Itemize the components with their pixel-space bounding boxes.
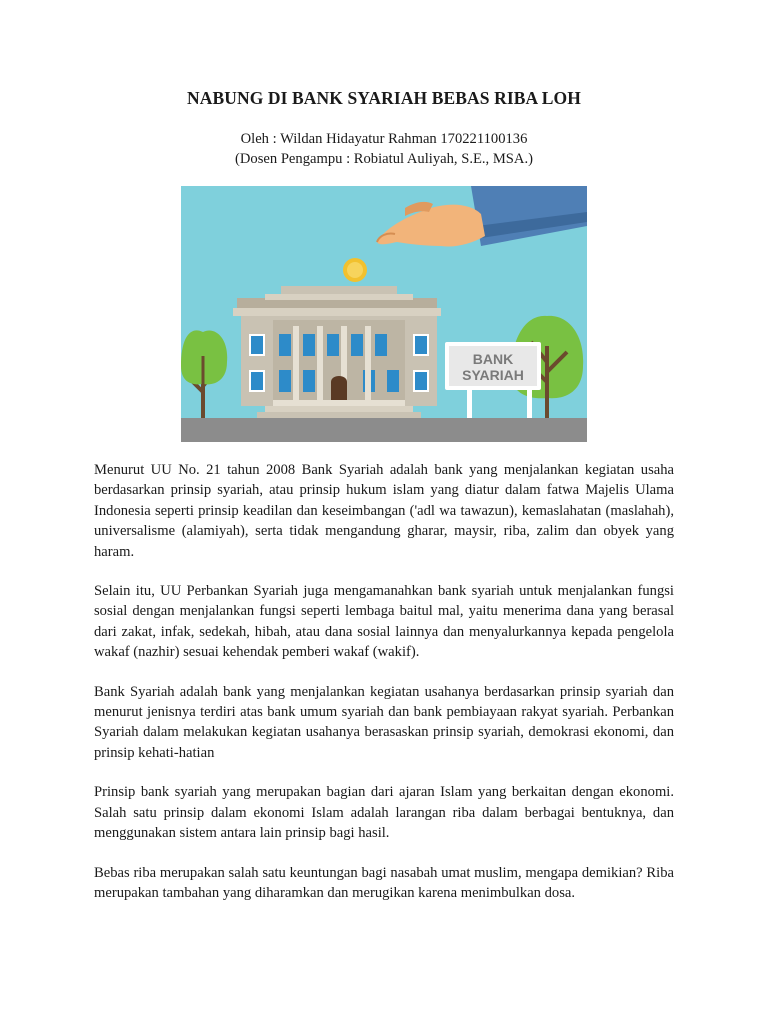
page-title: NABUNG DI BANK SYARIAH BEBAS RIBA LOH: [187, 88, 581, 108]
sign-line-2: SYARIAH: [462, 367, 524, 383]
ground: [181, 418, 587, 442]
article-body: [94, 460, 674, 922]
paragraph: Prinsip bank syariah yang merupakan bagian dari ajaran Islam yang berkaitan dengan ekonomi. Salah satu prinsip dalam ekonomi Islam adalah larangan riba dalam berbagai bentuknya, dan menggunakan sistem antara lain prinsip bagi hasil.: [94, 784, 674, 842]
paragraph: Selain itu, UU Perbankan Syariah juga mengamanahkan bank syariah untuk menjalankan fungsi sosial dengan menjalankan fungsi seperti lembaga baitul mal, yaitu menerima dana yang berasal dari zakat, infak, sedekah, hibah, atau dana sosial lainnya dan menyalurkannya kepada pengelola wakaf (nazhir) sesuai kehendak pemberi wakaf (wakif).: [94, 583, 674, 661]
bank-syariah-illustration: [181, 186, 587, 442]
bank-building: [233, 286, 441, 418]
coin-icon: [343, 258, 367, 282]
paragraph: Menurut UU No. 21 tahun 2008 Bank Syariah adalah bank yang menjalankan kegiatan usaha berdasarkan prinsip syariah, atau prinsip hukum islam yang diatur dalam fatwa Majelis Ulama Indonesia seperti prinsip keadilan dan keseimbangan ('adl wa tawazun), kemaslahatan (maslahah), universalisme (alamiyah), serta tidak mengandung gharar, maysir, riba, zalim dan obyek yang haram.: [94, 462, 674, 560]
author-line: Oleh : Wildan Hidayatur Rahman 170221100136: [240, 131, 528, 147]
lecturer-line: (Dosen Pengampu : Robiatul Auliyah, S.E., MSA.): [235, 151, 533, 167]
sign-line-1: BANK: [472, 351, 514, 367]
paragraph: Bank Syariah adalah bank yang menjalankan kegiatan usahanya berdasarkan prinsip syariah dan menurut jenisnya terdiri atas bank umum syariah dan bank pembiayaan rakyat syariah. Perbankan Syariah dalam melakukan kegiatan usahanya berasaskan prinsip syariah, demokrasi ekonomi, dan prinsip kehati-hatian: [94, 683, 674, 761]
paragraph: Bebas riba merupakan salah satu keuntungan bagi nasabah umat muslim, mengapa demikian? Riba merupakan tambahan yang diharamkan dan merugikan karena menimbulkan dosa.: [94, 864, 674, 901]
